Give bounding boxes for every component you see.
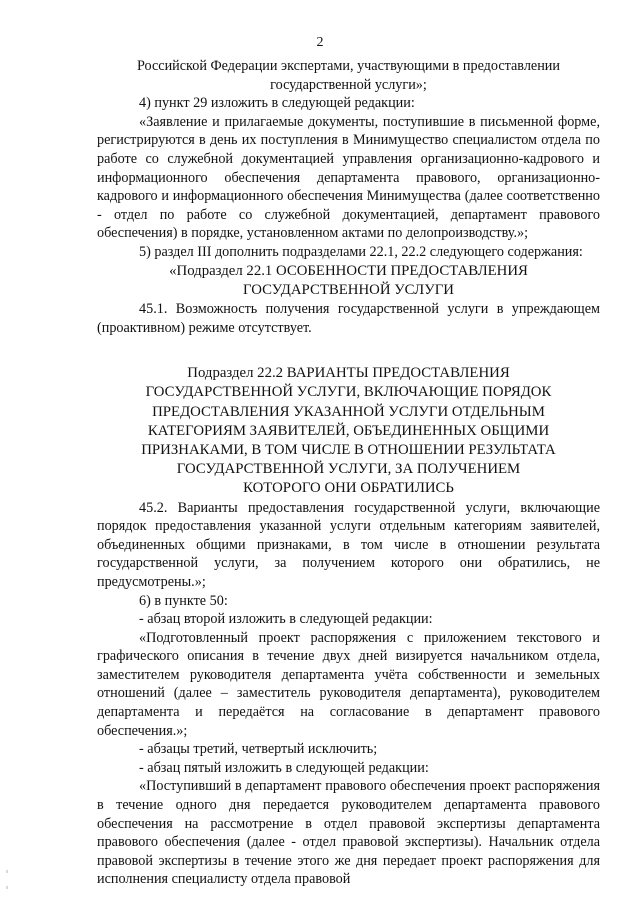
subsection-22-2-heading-line: ПРИЗНАКАМИ, В ТОМ ЧИСЛЕ В ОТНОШЕНИИ РЕЗУЛЬТАТА (141, 441, 556, 458)
subsection-22-2-heading-line: ПРЕДОСТАВЛЕНИЯ УКАЗАННОЙ УСЛУГИ ОТДЕЛЬНЫМ (152, 403, 545, 420)
item-6-text-2: «Поступивший в департамент правового обеспечения проект распоряжения в течение одного дня передается руководителем департамента правового обеспечения на рассмотрение в отдел правовой экспертизы департамента правового обеспечения (далее - отдел правовой экспертизы). Начальник отдела правовой экспертизы в течение этого же дня передает проект распоряжения для исполнения специалисту отдела правовой (97, 778, 600, 888)
subsection-22-2-heading-line: КОТОРОГО ОНИ ОБРАТИЛИСЬ (243, 480, 454, 497)
subsection-22-2-heading-line: ГОСУДАРСТВЕННОЙ УСЛУГИ, ВКЛЮЧАЮЩИЕ ПОРЯДОК (145, 384, 552, 401)
item-6-text-1: «Подготовленный проект распоряжения с приложением текстового и графического описания в течение двух дней визируется начальником отдела, заместителем руководителя департамента учёта собственности и земельных отношений (далее – заместитель руководителя департамента), руководителем департамента и передаётся на согласование в департамент правового обеспечения.»; (97, 629, 600, 739)
paragraph-45-2: 45.2. Варианты предоставления государственной услуги, включающие порядок предоставления указанной услуги отдельным категориям заявителей, объединенных общими признаками, в том числе в отношении результата государственной услуги, за получением которого они обратились, не предусмотрены.»; (97, 499, 600, 590)
item-6-intro: 6) в пункте 50: (139, 592, 228, 609)
item-4-text: «Заявление и прилагаемые документы, поступившие в письменной форме, регистрируются в день их поступления в Минимущество специалистом отдела по работе со служебной документацией управления организационно-кадрового и информационного обеспечения департамента правового, организационно-кадрового и информационного обеспечения Минимущества (далее соответственно - отдел по работе со служебной документацией, департамент правового обеспечения) в порядке, установленном актами по делопроизводству.»; (97, 113, 600, 242)
subsection-22-2-heading-line: КАТЕГОРИЯМ ЗАЯВИТЕЛЕЙ, ОБЪЕДИНЕННЫХ ОБЩИМИ (147, 422, 550, 439)
paragraph-45-1: 45.1. Возможность получения государственной услуги в упреждающем (проактивном) режиме отсутствует. (97, 300, 600, 336)
scan-artifact (6, 886, 8, 889)
document-body (97, 57, 600, 889)
item-6-dash-2: - абзацы третий, четвертый исключить; (139, 741, 378, 758)
item-6-dash-3: - абзац пятый изложить в следующей редакции: (139, 759, 429, 776)
subsection-22-2-heading-line: ГОСУДАРСТВЕННОЙ УСЛУГИ, ЗА ПОЛУЧЕНИЕМ (176, 461, 521, 478)
continuation-line-1: Российской Федерации экспертами, участвующими в предоставлении (137, 58, 560, 74)
scan-artifact (6, 870, 8, 873)
subsection-22-2-heading (97, 364, 600, 498)
item-5-intro: 5) раздел III дополнить подразделами 22.1, 22.2 следующего содержания: (139, 243, 583, 260)
subsection-22-1-heading (97, 262, 600, 300)
subsection-22-1-heading-line: ГОСУДАРСТВЕННОЙ УСЛУГИ (243, 281, 454, 298)
continuation-line-2: государственной услуги»; (270, 76, 427, 93)
page-number: 2 (316, 35, 324, 50)
subsection-22-2-heading-line: Подраздел 22.2 ВАРИАНТЫ ПРЕДОСТАВЛЕНИЯ (187, 365, 510, 382)
item-6-dash-1: - абзац второй изложить в следующей редакции: (139, 611, 433, 628)
subsection-22-1-heading-line: «Подраздел 22.1 ОСОБЕННОСТИ ПРЕДОСТАВЛЕНИЯ (169, 262, 528, 279)
item-4-intro: 4) пункт 29 изложить в следующей редакции: (139, 95, 415, 112)
